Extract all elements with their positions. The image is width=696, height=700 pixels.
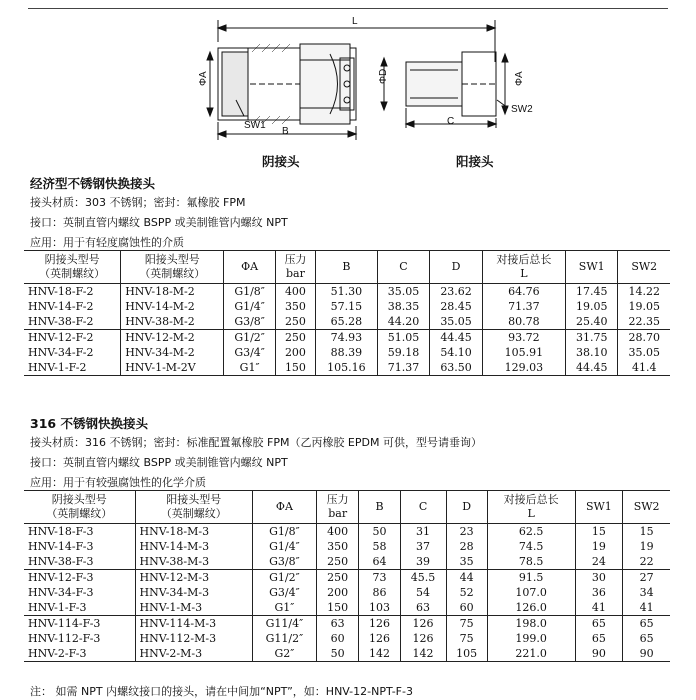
table-cell: G2″ bbox=[252, 646, 316, 662]
section2-title: 316 不锈钢快换接头 bbox=[30, 416, 148, 431]
table-cell: 22 bbox=[623, 554, 670, 570]
table-cell: 105.16 bbox=[316, 360, 378, 376]
table-cell: 64 bbox=[359, 554, 400, 570]
table-cell: 62.5 bbox=[487, 524, 575, 540]
table-cell: 41 bbox=[623, 600, 670, 616]
table-cell: HNV-2-M-3 bbox=[135, 646, 252, 662]
table-cell: HNV-114-M-3 bbox=[135, 616, 252, 632]
table-cell: 44 bbox=[446, 570, 487, 586]
table-cell: 44.20 bbox=[377, 314, 430, 330]
table-cell: 28.45 bbox=[430, 299, 483, 314]
table-cell: 31.75 bbox=[565, 330, 618, 346]
table-cell: 17.45 bbox=[565, 284, 618, 300]
table-cell: 142 bbox=[359, 646, 400, 662]
table-cell: 250 bbox=[275, 330, 315, 346]
table-cell: HNV-12-M-3 bbox=[135, 570, 252, 586]
table-cell: 63 bbox=[400, 600, 446, 616]
table-cell: 19.05 bbox=[618, 299, 670, 314]
dim-label-sw1: SW1 bbox=[244, 120, 266, 131]
row-group bbox=[24, 284, 670, 330]
table-cell: 126 bbox=[359, 631, 400, 646]
table-cell: 88.39 bbox=[316, 345, 378, 360]
table-cell: 126.0 bbox=[487, 600, 575, 616]
table-cell: 54 bbox=[400, 585, 446, 600]
table-cell: 126 bbox=[400, 631, 446, 646]
table-cell: HNV-1-M-2V bbox=[121, 360, 224, 376]
table-cell: 63.50 bbox=[430, 360, 483, 376]
table-cell: 71.37 bbox=[482, 299, 565, 314]
table-cell: HNV-1-F-3 bbox=[28, 601, 87, 614]
table-cell: 400 bbox=[316, 524, 359, 540]
table-cell: HNV-14-F-3 bbox=[28, 540, 94, 553]
table-cell: HNV-2-F-3 bbox=[28, 647, 87, 660]
table-cell: 91.5 bbox=[487, 570, 575, 586]
table-cell: 65 bbox=[575, 631, 623, 646]
table-cell: HNV-1-F-2 bbox=[28, 361, 87, 374]
table-cell: 86 bbox=[359, 585, 400, 600]
table-cell: HNV-12-F-2 bbox=[28, 331, 94, 344]
table-cell: 22.35 bbox=[618, 314, 670, 330]
col-c: C bbox=[377, 251, 430, 284]
table-cell: 44.45 bbox=[430, 330, 483, 346]
section2-usage: 应用：用于有较强腐蚀性的化学介质 bbox=[30, 476, 206, 489]
row-group bbox=[24, 570, 670, 616]
table-cell: 80.78 bbox=[482, 314, 565, 330]
table-cell: HNV-1-M-3 bbox=[135, 600, 252, 616]
table-row bbox=[24, 345, 670, 360]
table-cell: 36 bbox=[575, 585, 623, 600]
col-a: ΦA bbox=[224, 251, 275, 284]
table-cell: 75 bbox=[446, 631, 487, 646]
table-cell: 250 bbox=[316, 554, 359, 570]
col-d: D bbox=[446, 491, 487, 524]
table-cell: 23.62 bbox=[430, 284, 483, 300]
table-cell: 65 bbox=[623, 631, 670, 646]
col-sw2: SW2 bbox=[618, 251, 670, 284]
table-cell: 126 bbox=[359, 616, 400, 632]
table-cell: HNV-18-M-2 bbox=[121, 284, 224, 300]
table-row bbox=[24, 330, 670, 346]
table-cell: G1/2″ bbox=[252, 570, 316, 586]
table-cell: G11/2″ bbox=[252, 631, 316, 646]
table-cell: HNV-114-F-3 bbox=[28, 617, 101, 630]
ss316-spec-table bbox=[24, 490, 670, 662]
economy-spec-table bbox=[24, 250, 670, 376]
table-cell: G3/4″ bbox=[224, 345, 275, 360]
table-cell: 250 bbox=[316, 570, 359, 586]
dim-label-a-left: ΦA bbox=[198, 71, 209, 86]
table-cell: HNV-38-F-2 bbox=[28, 315, 94, 328]
table-cell: HNV-14-M-2 bbox=[121, 299, 224, 314]
table-cell: 45.5 bbox=[400, 570, 446, 586]
table-cell: 65 bbox=[575, 616, 623, 632]
table-cell: 71.37 bbox=[377, 360, 430, 376]
table-cell: 57.15 bbox=[316, 299, 378, 314]
table-row bbox=[24, 570, 670, 586]
col-male: 阳接头型号 （英制螺纹） bbox=[121, 251, 224, 284]
table-cell: 19 bbox=[623, 539, 670, 554]
table-cell: G3/8″ bbox=[252, 554, 316, 570]
table-cell: 90 bbox=[623, 646, 670, 662]
table-cell: 14.22 bbox=[618, 284, 670, 300]
table-cell: 37 bbox=[400, 539, 446, 554]
col-total: 对接后总长 L bbox=[487, 491, 575, 524]
section2-thread: 接口：英制直管内螺纹 BSPP 或美制锥管内螺纹 NPT bbox=[30, 456, 288, 469]
col-sw1: SW1 bbox=[565, 251, 618, 284]
table-cell: 35.05 bbox=[430, 314, 483, 330]
table-cell: HNV-14-F-2 bbox=[28, 300, 94, 313]
table-cell: 41.4 bbox=[618, 360, 670, 376]
col-b: B bbox=[359, 491, 400, 524]
table-cell: 65 bbox=[623, 616, 670, 632]
table-cell: 34 bbox=[623, 585, 670, 600]
table-cell: G1/4″ bbox=[224, 299, 275, 314]
table-cell: 78.5 bbox=[487, 554, 575, 570]
table-cell: 50 bbox=[359, 524, 400, 540]
table-cell: 126 bbox=[400, 616, 446, 632]
table-cell: 199.0 bbox=[487, 631, 575, 646]
table-row bbox=[24, 314, 670, 330]
table-cell: 73 bbox=[359, 570, 400, 586]
col-female: 阴接头型号 （英制螺纹） bbox=[24, 491, 135, 524]
row-group bbox=[24, 616, 670, 662]
table-cell: HNV-112-M-3 bbox=[135, 631, 252, 646]
table-cell: 35.05 bbox=[377, 284, 430, 300]
dim-label-b: B bbox=[282, 126, 289, 137]
table-cell: G1/2″ bbox=[224, 330, 275, 346]
table-cell: 74.93 bbox=[316, 330, 378, 346]
col-sw1: SW1 bbox=[575, 491, 623, 524]
table-cell: 27 bbox=[623, 570, 670, 586]
table-cell: 52 bbox=[446, 585, 487, 600]
table-cell: 65.28 bbox=[316, 314, 378, 330]
table-cell: 105.91 bbox=[482, 345, 565, 360]
table-row bbox=[24, 646, 670, 662]
table-cell: 221.0 bbox=[487, 646, 575, 662]
table-cell: G1″ bbox=[252, 600, 316, 616]
table-row bbox=[24, 554, 670, 570]
table-cell: 105 bbox=[446, 646, 487, 662]
male-caption: 阳接头 bbox=[456, 154, 494, 169]
table-cell: 350 bbox=[316, 539, 359, 554]
table-cell: G3/8″ bbox=[224, 314, 275, 330]
col-pressure: 压力 bar bbox=[316, 491, 359, 524]
table-cell: 150 bbox=[316, 600, 359, 616]
table-cell: 59.18 bbox=[377, 345, 430, 360]
table-cell: 75 bbox=[446, 616, 487, 632]
col-d: D bbox=[430, 251, 483, 284]
table-cell: 19 bbox=[575, 539, 623, 554]
table-cell: 51.05 bbox=[377, 330, 430, 346]
table-cell: HNV-34-M-2 bbox=[121, 345, 224, 360]
table-cell: HNV-14-M-3 bbox=[135, 539, 252, 554]
table-cell: HNV-18-M-3 bbox=[135, 524, 252, 540]
table-cell: 24 bbox=[575, 554, 623, 570]
table-cell: 44.45 bbox=[565, 360, 618, 376]
table-cell: 23 bbox=[446, 524, 487, 540]
table-cell: G3/4″ bbox=[252, 585, 316, 600]
table-cell: 35 bbox=[446, 554, 487, 570]
col-male: 阳接头型号 （英制螺纹） bbox=[135, 491, 252, 524]
table-cell: HNV-18-F-3 bbox=[28, 525, 94, 538]
table-cell: 50 bbox=[316, 646, 359, 662]
table-cell: HNV-38-M-2 bbox=[121, 314, 224, 330]
dim-label-d: ΦD bbox=[378, 68, 389, 84]
table-cell: HNV-18-F-2 bbox=[28, 285, 94, 298]
table-cell: 38.35 bbox=[377, 299, 430, 314]
table-cell: 60 bbox=[316, 631, 359, 646]
table-cell: 90 bbox=[575, 646, 623, 662]
table-row bbox=[24, 360, 670, 376]
table-cell: 350 bbox=[275, 299, 315, 314]
section2-material: 接头材质：316 不锈钢；密封：标准配置氟橡胶 FPM（乙丙橡胶 EPDM 可供，型号请垂询） bbox=[30, 436, 482, 449]
col-a: ΦA bbox=[252, 491, 316, 524]
row-group bbox=[24, 524, 670, 570]
table-cell: 39 bbox=[400, 554, 446, 570]
table-cell: G1/8″ bbox=[224, 284, 275, 300]
table-cell: 60 bbox=[446, 600, 487, 616]
table-cell: HNV-34-F-3 bbox=[28, 586, 94, 599]
section1-thread: 接口：英制直管内螺纹 BSPP 或美制锥管内螺纹 NPT bbox=[30, 216, 288, 229]
col-c: C bbox=[400, 491, 446, 524]
table-cell: 15 bbox=[575, 524, 623, 540]
table-cell: HNV-38-F-3 bbox=[28, 555, 94, 568]
table-cell: 150 bbox=[275, 360, 315, 376]
section1-title: 经济型不锈钢快换接头 bbox=[30, 176, 156, 191]
table-row bbox=[24, 616, 670, 632]
table-cell: HNV-12-F-3 bbox=[28, 571, 94, 584]
table-cell: 31 bbox=[400, 524, 446, 540]
table-cell: 93.72 bbox=[482, 330, 565, 346]
table-cell: 38.10 bbox=[565, 345, 618, 360]
section1-usage: 应用：用于有轻度腐蚀性的介质 bbox=[30, 236, 184, 249]
table-cell: 200 bbox=[316, 585, 359, 600]
table-cell: 58 bbox=[359, 539, 400, 554]
table-cell: 28.70 bbox=[618, 330, 670, 346]
col-total: 对接后总长 L bbox=[482, 251, 565, 284]
col-pressure: 压力 bar bbox=[275, 251, 315, 284]
table-cell: 41 bbox=[575, 600, 623, 616]
dim-label-sw2: SW2 bbox=[511, 104, 533, 115]
table-cell: 200 bbox=[275, 345, 315, 360]
table-cell: 51.30 bbox=[316, 284, 378, 300]
table-cell: 30 bbox=[575, 570, 623, 586]
table-row bbox=[24, 524, 670, 540]
table-cell: HNV-112-F-3 bbox=[28, 632, 101, 645]
table-cell: 63 bbox=[316, 616, 359, 632]
table-cell: 129.03 bbox=[482, 360, 565, 376]
table-cell: 25.40 bbox=[565, 314, 618, 330]
table-cell: 198.0 bbox=[487, 616, 575, 632]
table-cell: 28 bbox=[446, 539, 487, 554]
table-cell: 15 bbox=[623, 524, 670, 540]
table-cell: 74.5 bbox=[487, 539, 575, 554]
table-row bbox=[24, 631, 670, 646]
table-cell: 142 bbox=[400, 646, 446, 662]
table-cell: HNV-38-M-3 bbox=[135, 554, 252, 570]
coupling-drawing bbox=[0, 0, 696, 175]
col-b: B bbox=[316, 251, 378, 284]
table-cell: 35.05 bbox=[618, 345, 670, 360]
female-caption: 阴接头 bbox=[262, 154, 300, 169]
npt-note: 注： 如需 NPT 内螺纹接口的接头，请在中间加“NPT”，如：HNV-12-NPT-F-3 bbox=[30, 685, 413, 698]
table-cell: G1″ bbox=[224, 360, 275, 376]
table-cell: 54.10 bbox=[430, 345, 483, 360]
table-cell: G1/4″ bbox=[252, 539, 316, 554]
table-cell: 103 bbox=[359, 600, 400, 616]
col-sw2: SW2 bbox=[623, 491, 670, 524]
table-cell: G11/4″ bbox=[252, 616, 316, 632]
dim-label-c: C bbox=[447, 116, 455, 127]
table-cell: G1/8″ bbox=[252, 524, 316, 540]
table-row bbox=[24, 284, 670, 300]
table-cell: HNV-12-M-2 bbox=[121, 330, 224, 346]
dim-label-a-right: ΦA bbox=[514, 71, 525, 86]
dim-label-L: L bbox=[352, 16, 358, 27]
table-cell: 19.05 bbox=[565, 299, 618, 314]
row-group bbox=[24, 330, 670, 376]
table-cell: 400 bbox=[275, 284, 315, 300]
col-female: 阴接头型号 （英制螺纹） bbox=[24, 251, 121, 284]
table-row bbox=[24, 299, 670, 314]
table-cell: 250 bbox=[275, 314, 315, 330]
table-cell: 107.0 bbox=[487, 585, 575, 600]
section1-material: 接头材质：303 不锈钢；密封：氟橡胶 FPM bbox=[30, 196, 246, 209]
table-row bbox=[24, 600, 670, 616]
table-cell: HNV-34-F-2 bbox=[28, 346, 94, 359]
table-row bbox=[24, 539, 670, 554]
table-row bbox=[24, 585, 670, 600]
table-cell: HNV-34-M-3 bbox=[135, 585, 252, 600]
table-cell: 64.76 bbox=[482, 284, 565, 300]
